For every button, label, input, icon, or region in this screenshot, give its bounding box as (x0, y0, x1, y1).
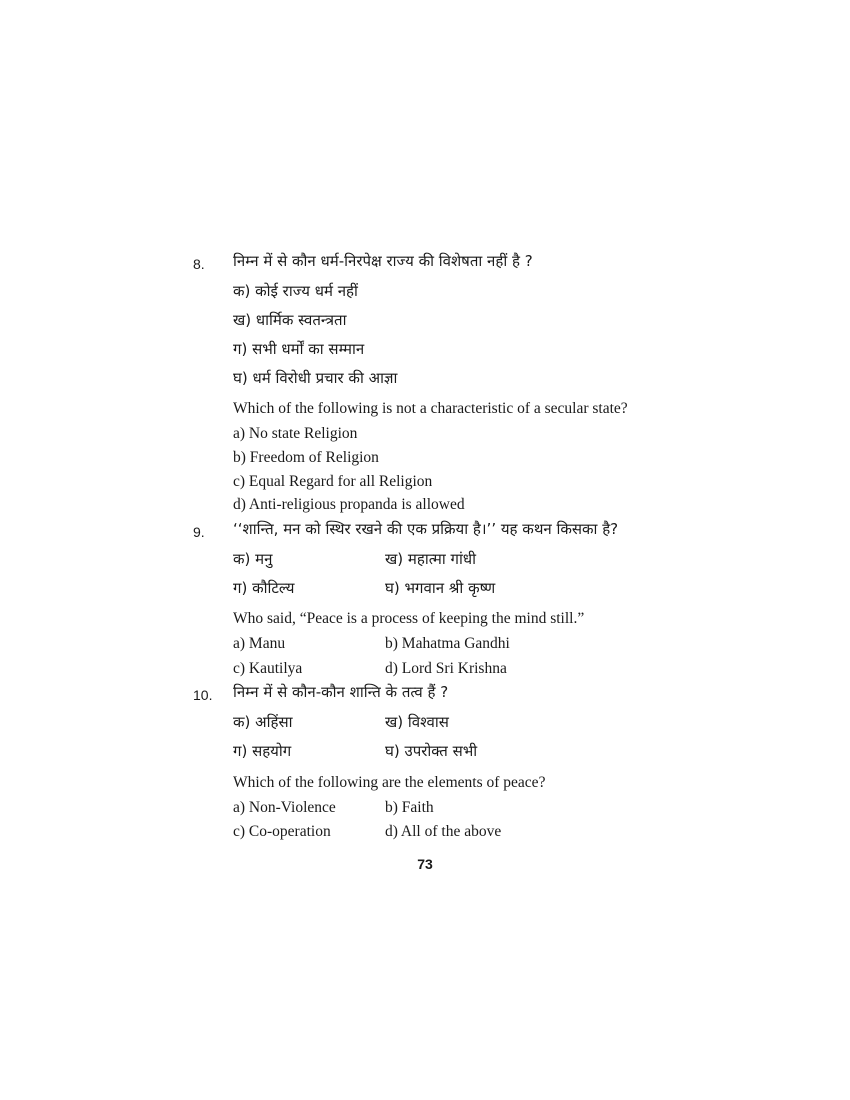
option-hindi: घ) उपरोक्त सभी (385, 742, 478, 760)
option-english: a) No state Religion (233, 425, 358, 442)
question-number: 10. (193, 687, 213, 703)
option-hindi: क) अहिंसा (233, 713, 293, 731)
question-english: Which of the following is not a characteristic of a secular state? (233, 400, 628, 417)
option-hindi: ख) महात्मा गांधी (385, 550, 476, 568)
option-hindi: ग) सहयोग (233, 742, 292, 760)
option-english: b) Freedom of Religion (233, 449, 379, 466)
option-english: b) Mahatma Gandhi (385, 635, 510, 652)
page-number: 73 (417, 856, 433, 872)
option-english: d) All of the above (385, 823, 502, 840)
option-hindi: ख) धार्मिक स्वतन्त्रता (233, 311, 347, 329)
option-english: a) Manu (233, 635, 286, 652)
option-english: a) Non-Violence (233, 799, 336, 816)
option-hindi: ख) विश्वास (385, 713, 449, 731)
option-english: c) Kautilya (233, 660, 303, 677)
option-hindi: ग) कौटिल्य (233, 579, 295, 597)
option-hindi: क) मनु (233, 550, 273, 568)
question-english: Which of the following are the elements of peace? (233, 774, 546, 791)
option-english: d) Anti-religious propanda is allowed (233, 496, 465, 513)
option-english: c) Co-operation (233, 823, 331, 840)
question-english: Who said, “Peace is a process of keeping the mind still.” (233, 610, 585, 627)
question-hindi: ‘‘शान्ति, मन को स्थिर रखने की एक प्रक्रिया है।’’ यह कथन किसका है? (233, 520, 619, 538)
option-hindi: घ) भगवान श्री कृष्ण (385, 579, 496, 597)
option-hindi: ग) सभी धर्मों का सम्मान (233, 340, 365, 358)
option-english: d) Lord Sri Krishna (385, 660, 507, 677)
question-number: 9. (193, 524, 205, 540)
question-number: 8. (193, 256, 205, 272)
option-english: c) Equal Regard for all Religion (233, 473, 433, 490)
option-english: b) Faith (385, 799, 434, 816)
option-hindi: क) कोई राज्य धर्म नहीं (233, 282, 358, 300)
option-hindi: घ) धर्म विरोधी प्रचार की आज्ञा (233, 369, 398, 387)
question-hindi: निम्न में से कौन-कौन शान्ति के तत्व हैं ? (233, 683, 449, 701)
question-hindi: निम्न में से कौन धर्म-निरपेक्ष राज्य की विशेषता नहीं है ? (233, 252, 533, 270)
